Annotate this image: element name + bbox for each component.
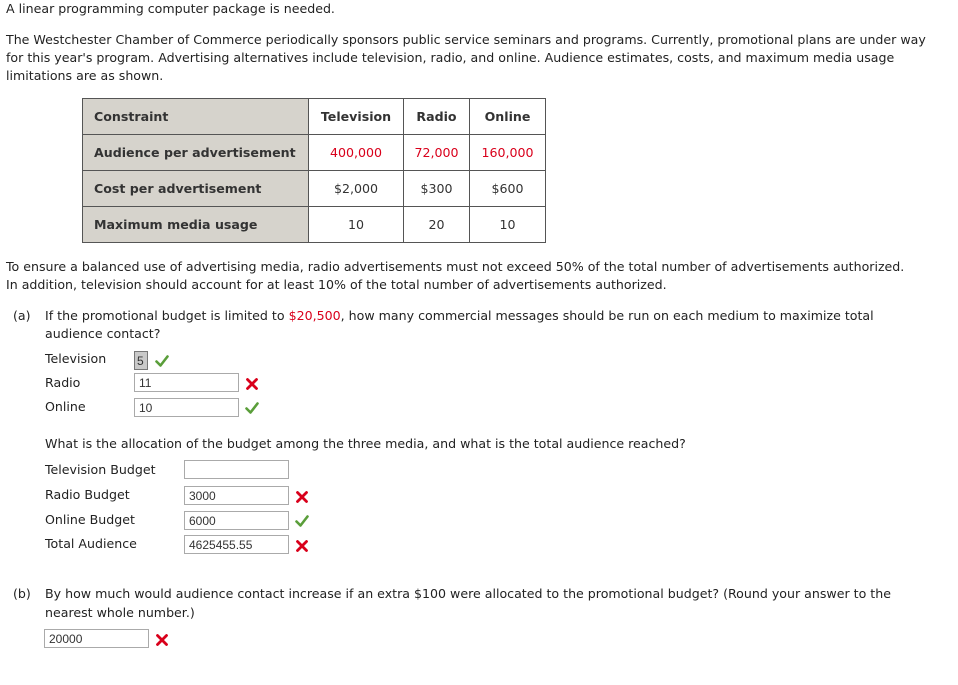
check-icon <box>245 401 259 415</box>
cell-value: $2,000 <box>309 171 404 207</box>
header-constraint: Constraint <box>83 99 309 135</box>
cell-value: $300 <box>404 171 470 207</box>
row-label: Cost per advertisement <box>83 171 309 207</box>
check-icon <box>155 354 169 368</box>
television-budget-input[interactable] <box>184 460 289 479</box>
cell-value: 10 <box>470 207 546 243</box>
television-count-input[interactable]: 5 <box>134 351 148 370</box>
intro-text: A linear programming computer package is needed. <box>6 1 335 16</box>
online-budget-input[interactable]: 6000 <box>184 511 289 530</box>
online-label: Online <box>45 399 86 414</box>
question-text: If the promotional budget is limited to <box>45 308 289 323</box>
header-television: Television <box>309 99 404 135</box>
total-audience-label: Total Audience <box>45 536 137 551</box>
part-a-question-line-2: audience contact? <box>45 326 161 341</box>
row-label: Audience per advertisement <box>83 135 309 171</box>
constraint-table <box>82 98 546 243</box>
table-row <box>83 135 546 171</box>
cell-value: $600 <box>470 171 546 207</box>
cell-value: 10 <box>309 207 404 243</box>
problem-description: The Westchester Chamber of Commerce periodically sponsors public service seminars and programs. Currently, promotional plans are under way for this year's program. Advertising alternatives include television, radio, and online. Audience estimates, costs, and maximum media usage limitations are as shown. <box>6 32 926 83</box>
header-radio: Radio <box>404 99 470 135</box>
radio-count-input[interactable]: 11 <box>134 373 239 392</box>
allocation-question: What is the allocation of the budget among the three media, and what is the total audience reached? <box>45 436 686 451</box>
cell-value: 72,000 <box>404 135 470 171</box>
online-budget-label: Online Budget <box>45 512 135 527</box>
cross-icon <box>245 377 259 391</box>
header-online: Online <box>470 99 546 135</box>
check-icon <box>295 514 309 528</box>
part-a-marker: (a) <box>13 308 31 323</box>
row-label: Maximum media usage <box>83 207 309 243</box>
question-text: , how many commercial messages should be run on each medium to maximize total <box>340 308 874 323</box>
total-audience-input[interactable]: 4625455.55 <box>184 535 289 554</box>
radio-label: Radio <box>45 375 81 390</box>
audience-increase-input[interactable]: 20000 <box>44 629 149 648</box>
cross-icon <box>155 633 169 647</box>
table-row <box>83 99 546 135</box>
radio-budget-input[interactable]: 3000 <box>184 486 289 505</box>
budget-value: $20,500 <box>288 308 341 323</box>
television-label: Television <box>45 351 107 366</box>
cell-value: 160,000 <box>470 135 546 171</box>
television-budget-label: Television Budget <box>45 462 156 477</box>
table-row <box>83 171 546 207</box>
table-row <box>83 207 546 243</box>
cell-value: 20 <box>404 207 470 243</box>
balance-text-line-2: In addition, television should account for at least 10% of the total number of advertisements authorized. <box>6 277 667 292</box>
part-b-question-line-1: By how much would audience contact increase if an extra $100 were allocated to the promotional budget? (Round your answer to the <box>45 586 891 601</box>
cell-value: 400,000 <box>309 135 404 171</box>
online-count-input[interactable]: 10 <box>134 398 239 417</box>
part-a-question-line-1 <box>45 308 874 323</box>
cross-icon <box>295 490 309 504</box>
part-b-question-line-2: nearest whole number.) <box>45 605 195 620</box>
balance-text-line-1: To ensure a balanced use of advertising media, radio advertisements must not exceed 50% of the total number of advertisements authorized. <box>6 259 905 274</box>
radio-budget-label: Radio Budget <box>45 487 130 502</box>
part-b-marker: (b) <box>13 586 31 601</box>
cross-icon <box>295 539 309 553</box>
